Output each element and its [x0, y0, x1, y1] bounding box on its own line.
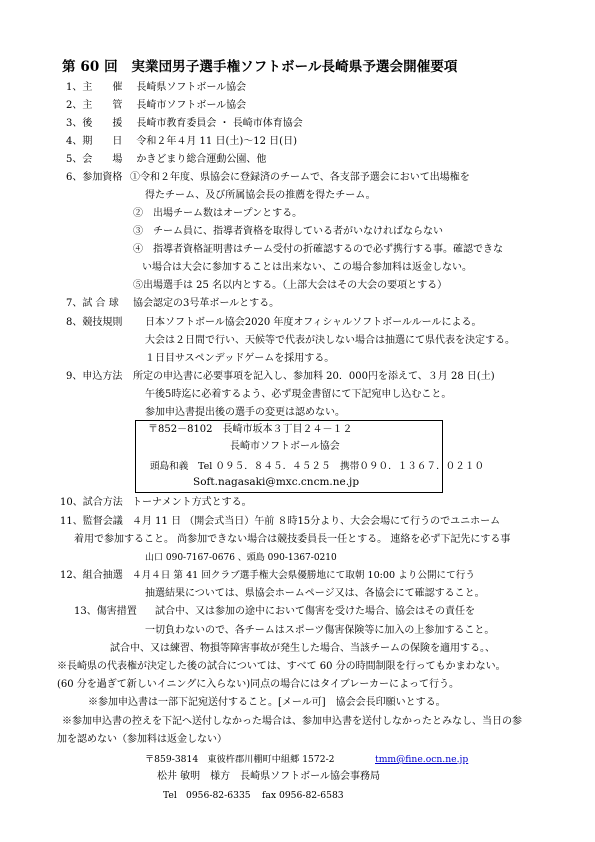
injury-line-1: 試合中、又は参加の途中において傷害を受けた場合、協会はその責任を — [155, 606, 475, 617]
item-date — [66, 136, 297, 148]
item-sponsor — [66, 118, 303, 130]
rules-line-3: １日目サスペンデッドゲームを採用する。 — [145, 353, 335, 364]
item-method-label: 10、試合方法 — [60, 497, 123, 508]
note-line-4: ※参加申込書の控えを下記へ送付しなかった場合は、参加申込書を送付しなかったとみなし、当日の参 — [62, 716, 522, 727]
qualification-line-1b: 得たチーム、及び所属協会長の推薦を得たチーム。 — [145, 190, 376, 201]
rules-line-1: 日本ソフトボール協会2020 年度オフィシャルソフトボールルールによる。 — [145, 317, 482, 328]
meeting-line-3: 山口 090-7167-0676 、頭島 090-1367-0210 — [145, 553, 337, 563]
injury-line-3: 試合中、又は練習、物損等障害事故が発生した場合、当該チームの保険を適用する。、 — [110, 643, 495, 654]
draw-line-2: 抽選結果については、県協会ホームページ又は、各協会にて確認すること。 — [145, 588, 485, 599]
item-apply-label: 9、申込方法 — [66, 371, 123, 382]
apply-line-3: 参加申込書提出後の選手の変更は認めない。 — [145, 407, 345, 418]
item-sponsor-label: 援 — [112, 118, 123, 129]
rules-line-2: 大会は２日間で行い、天候等で代表が決しない場合は抽選にて県代表を決定する。 — [145, 335, 515, 346]
item-injury-label: 13、傷害措置 — [74, 606, 137, 617]
footer-tel: Tel 0956-82-6335 — [163, 790, 251, 801]
qualification-line-2: ② 出場チーム数はオープンとする。 — [133, 208, 303, 219]
item-ball-value: 協会認定の3号革ボールとする。 — [133, 298, 280, 309]
item-organizer — [66, 100, 246, 112]
item-organizer-label: 管 — [112, 100, 123, 111]
footer-person: 松井 敏明 様方 長崎県ソフトボール協会事務局 — [157, 771, 380, 782]
item-venue-label: 場 — [112, 154, 123, 165]
meeting-line-1: ４月 11 日 （開会式当日）午前 ８時15分より、大会会場にて行うのでユニホーム — [132, 516, 501, 527]
footer-address: 〒859-3814 東彼杵郡川棚町中組郷 1572-2 — [145, 754, 335, 765]
box-email[interactable]: Soft.nagasaki@mxc.cncm.ne.jp — [193, 476, 360, 488]
note-line-3: ※参加申込書は一部下記宛送付すること。[メール可] 協会会長印願いとする。 — [88, 697, 446, 708]
apply-line-2: 午後5時迄に必着するよう、必ず現金書留にて下記宛申し込むこと。 — [145, 389, 452, 400]
item-organizer-value: 長崎市ソフトボール協会 — [136, 100, 247, 111]
item-organizer-num: 2、主 — [66, 100, 93, 111]
item-ball-label: 7、試 合 球 — [66, 298, 119, 309]
item-method-value: トーナメント方式とする。 — [132, 497, 252, 508]
meeting-line-2: 着用で参加すること。 尚参加できない場合は競技委員長一任とする。 連絡を必ず下記先にする事 — [74, 534, 511, 545]
qualification-line-1a: ①令和２年度、県協会に登録済のチームで、各支部予選会において出場権を — [130, 172, 470, 183]
page-title: 第 60 回 実業団男子選手権ソフトボール長崎県予選会開催要項 — [62, 59, 458, 75]
box-address: 〒852－8102 長崎市坂本３丁目２４－１２ — [148, 424, 353, 435]
qualification-line-5: ⑤出場選手は 25 名以内とする。（上部大会はその大会の要項とする） — [133, 280, 448, 291]
item-venue-value: かきどまり総合運動公園、他 — [136, 154, 267, 165]
item-draw-label: 12、組合抽選 — [60, 570, 123, 581]
item-meeting-label: 11、監督会議 — [60, 516, 123, 527]
item-host-value: 長崎県ソフトボール協会 — [136, 82, 247, 93]
footer-fax: fax 0956-82-6583 — [262, 790, 344, 801]
note-line-5: 加を認めない（参加料は返金しない） — [57, 734, 227, 745]
qualification-line-4a: ④ 指導者資格証明書はチーム受付の折確認するので必ず携行する事。確認できな — [133, 244, 503, 255]
draw-line-1: ４月４日 第 41 回クラブ選手権大会県優勝地にて取朝 10:00 より公開にて行う — [132, 570, 475, 581]
item-venue — [66, 154, 266, 166]
footer-email-link[interactable]: tmm@fine.ocn.ne.jp — [375, 754, 469, 765]
note-line-2: (60 分を過ぎて新しいイニングに入らない)同点の場合にはタイブレーカーによって行う。 — [57, 679, 460, 690]
box-contact: 頭島和義 Tel ０９５．８４５．４５２５ 携帯０９０．１３６７．０２１０ — [150, 461, 485, 472]
item-host-num: 1、主 — [66, 82, 93, 93]
qualification-line-3: ③ チーム員に、指導者資格を取得している者がいなければならない — [133, 226, 443, 237]
box-organization: 長崎市ソフトボール協会 — [230, 441, 340, 452]
item-date-num: 4、期 — [66, 136, 93, 147]
item-date-label: 日 — [112, 136, 123, 147]
apply-line-1: 所定の申込書に必要事項を記入し、参加料 20．000円を添えて、３月 28 日(土) — [133, 371, 495, 382]
item-sponsor-num: 3、後 — [66, 118, 93, 129]
item-host — [66, 82, 246, 94]
item-host-label: 催 — [112, 82, 123, 93]
qualification-line-4b: い場合は大会に参加することは出来ない、この場合参加料は返金しない。 — [142, 262, 472, 273]
item-rules-label: 8、競技規則 — [66, 317, 123, 328]
item-venue-num: 5、会 — [66, 154, 93, 165]
injury-line-2: 一切負わないので、各チームはスポーツ傷害保険等に加入の上参加すること。 — [145, 625, 495, 636]
note-line-1: ※長崎県の代表権が決定した後の試合については、すべて 60 分の時間制限を行ってもかまわない。 — [57, 661, 506, 672]
item-date-value: 令和２年４月 11 日(土)～12 日(日) — [136, 136, 297, 147]
item-qualification-label: 6、参加資格 — [66, 172, 123, 183]
item-sponsor-value: 長崎市教育委員会 ・ 長崎市体育協会 — [136, 118, 303, 129]
